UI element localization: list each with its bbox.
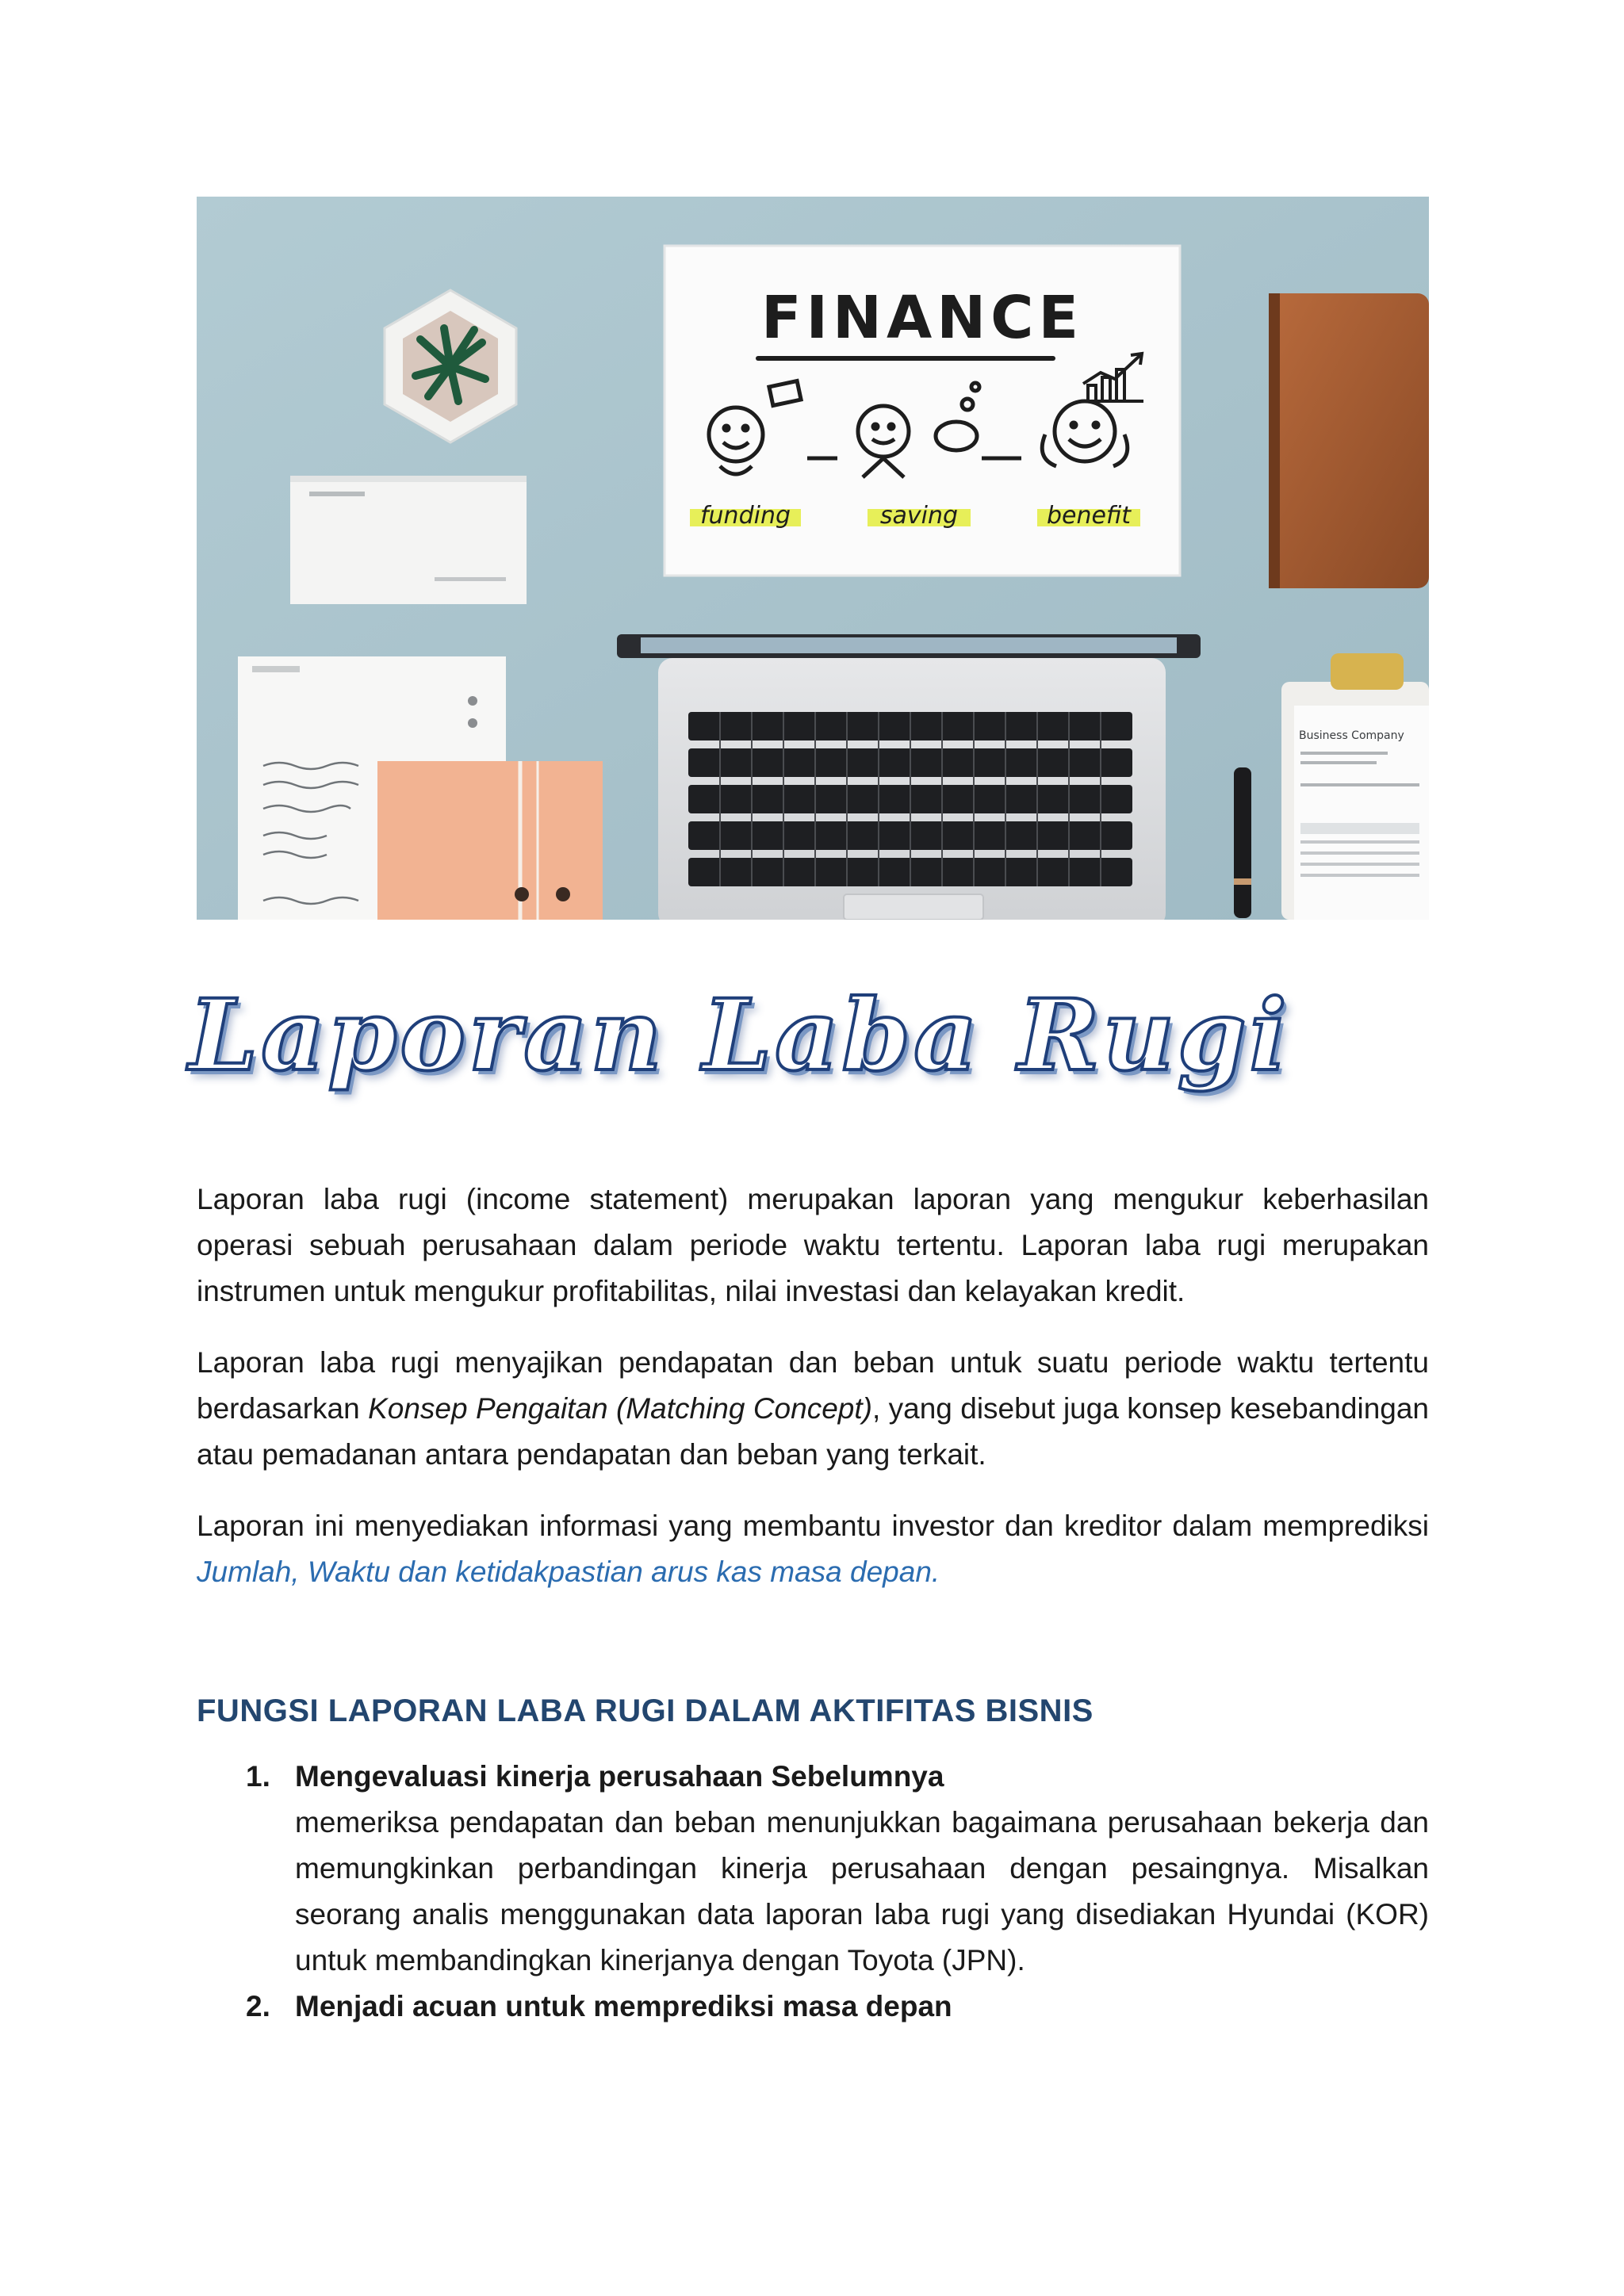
paragraph-text: Laporan laba rugi menyajikan pendapatan dan beban untuk suatu periode waktu tertentu berdasarkan <box>197 1346 1429 1425</box>
hero-image <box>197 197 1429 920</box>
svg-text:FINANCE: FINANCE <box>760 284 1084 352</box>
list-item <box>197 1754 1429 1984</box>
peach-notebook <box>377 761 603 920</box>
paragraph-matching-concept <box>197 1340 1429 1478</box>
paragraph-text: , yang disebut juga konsep kesebandingan atau pemadanan antara pendapatan dan beban yang terkait. <box>197 1392 1429 1471</box>
function-list <box>197 1754 1429 2030</box>
list-item-description: memeriksa pendapatan dan beban menunjukkan bagaimana perusahaan bekerja dan memungkinkan perbandingan kinerja perusahaan dengan pesaingnya. Misalkan seorang analis menggunakan data laporan laba rugi yang disediakan Hyundai (KOR) untuk membandingkan kinerjanya dengan Toyota (JPN). <box>295 1806 1429 1976</box>
list-item <box>197 1984 1429 2030</box>
pen <box>1234 767 1251 918</box>
svg-text:saving: saving <box>879 502 959 530</box>
paragraph-cashflow <box>197 1503 1429 1595</box>
document-body <box>197 1177 1429 2030</box>
document-title: Laporan Laba Rugi <box>189 978 1290 1093</box>
paragraph-text: Laporan ini menyediakan informasi yang membantu investor dan kreditor dalam memprediksi <box>197 1510 1429 1542</box>
clipboard <box>1281 653 1429 920</box>
finance-desk-illustration <box>197 197 1429 920</box>
leather-notebook <box>1269 293 1429 588</box>
svg-text:funding: funding <box>699 502 791 530</box>
section-heading: FUNGSI LAPORAN LABA RUGI DALAM AKTIFITAS BISNIS <box>197 1693 1094 1728</box>
list-item-title: Mengevaluasi kinerja perusahaan Sebelumnya <box>295 1760 944 1793</box>
finance-board <box>665 246 1180 576</box>
matching-concept-emphasis: Konsep Pengaitan (Matching Concept) <box>368 1392 872 1425</box>
list-item-number: 2. <box>246 1990 270 2022</box>
svg-text:Business Company: Business Company <box>1299 729 1404 742</box>
svg-text:benefit: benefit <box>1046 502 1132 530</box>
white-box <box>290 476 527 604</box>
cashflow-highlight: Jumlah, Waktu dan ketidakpastian arus kas masa depan. <box>197 1556 940 1588</box>
paragraph-intro: Laporan laba rugi (income statement) merupakan laporan yang mengukur keberhasilan operasi sebuah perusahaan dalam periode waktu tertentu. Laporan laba rugi merupakan instrumen untuk mengukur profitabilitas, nilai investasi dan kelayakan kredit. <box>197 1183 1429 1307</box>
list-item-title: Menjadi acuan untuk memprediksi masa depan <box>295 1990 952 2022</box>
laptop <box>617 634 1201 920</box>
list-item-number: 1. <box>246 1760 270 1793</box>
